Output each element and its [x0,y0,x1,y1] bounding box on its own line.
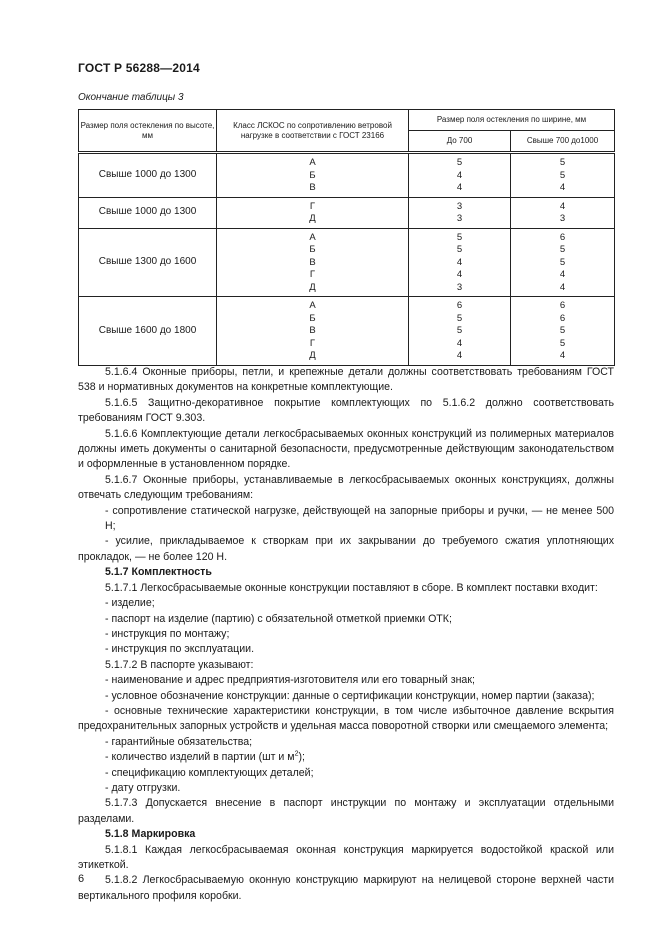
row-classes: А Б В Г Д [217,297,409,366]
paragraph: 5.1.7.1 Легкосбрасываемые оконные конструкции поставляют в сборе. В комплект поставки входит: [105,581,598,594]
header-width-1: До 700 [409,131,511,153]
paragraph: 5.1.7.2 В паспорте указывают: [105,658,254,671]
row-width-1-values: 6 5 5 4 4 [409,297,511,366]
paragraph: 5.1.6.4 Оконные приборы, петли, и крепежные детали должны соответствовать требованиям ГОСТ 538 и нормативных документов на конкретные комплектующие. [78,366,614,394]
row-height-label: Свыше 1600 до 1800 [79,297,217,366]
paragraph: 5.1.6.7 Оконные приборы, устанавливаемые в легкосбрасываемых оконных конструкциях, должны отвечать следующим требованиям: [78,473,614,502]
table-caption: Окончание таблицы 3 [78,92,184,103]
header-class: Класс ЛСКОС по сопротивлению ветровой нагрузке в соответствии с ГОСТ 23166 [217,110,409,153]
paragraph: 5.1.8.1 Каждая легкосбрасываемая оконная конструкция маркируется водостойкой краской или этикеткой. [78,843,614,871]
table-row [79,153,615,198]
section-heading: 5.1.8 Маркировка [105,828,196,841]
table-row [79,197,615,228]
list-item: - паспорт на изделие (партию) с обязательной отметкой приемки ОТК; [105,612,452,625]
row-width-2-values: 6 6 5 5 4 [511,297,615,366]
list-item: - инструкция по монтажу; [105,627,230,640]
list-item: - усилие, прикладываемое к створкам при их закрывании до требуемого сжатия уплотняющих прокладок, — не более 120 Н. [78,535,614,563]
header-height: Размер поля остекления по высоте, мм [79,110,217,153]
row-classes: Г Д [217,197,409,228]
list-item: - изделие; [105,597,155,610]
row-width-1-values: 5 4 4 [409,153,511,198]
list-item: - спецификацию комплектующих деталей; [105,766,314,779]
list-item: - дату отгрузки. [105,781,181,794]
superscript: 2 [294,750,299,758]
page-number: 6 [78,873,85,885]
list-item: - количество изделий в партии (шт и $м^2$); [105,750,305,764]
paragraph: 5.1.7.3 Допускается внесение в паспорт инструкции по монтажу и эксплуатации отдельными разделами. [78,797,614,825]
row-classes: А Б В Г Д [217,228,409,297]
list-item: - инструкция по эксплуатации. [105,643,255,656]
row-width-2-values: 5 5 4 [511,153,615,198]
list-item: - основные технические характеристики конструкции, в том числе избыточное давление вскрытия предохранительных запорных устройств и удельная масса поворотной створки или смещаемого элемента; [78,704,614,733]
paragraph: 5.1.8.2 Легкосбрасываемую оконную конструкцию маркируют на нелицевой стороне верхней части вертикального профиля коробки. [78,874,614,902]
list-item: - гарантийные обязательства; [105,735,253,748]
paragraph: 5.1.6.5 Защитно-декоративное покрытие комплектующих по 5.1.6.2 должно соответствовать требованиям ГОСТ 9.303. [78,396,614,425]
paragraph: 5.1.6.6 Комплектующие детали легкосбрасываемых оконных конструкций из полимерных материалов должны иметь документы о санитарной безопасности, предусмотренные действующим законодательством и оформленные в установленном порядке. [78,427,614,471]
row-height-label: Свыше 1000 до 1300 [79,153,217,198]
list-item: - условное обозначение конструкции: данные о сертификации конструкции, номер партии (заказа); [105,689,595,702]
document-header: ГОСТ Р 56288—2014 [78,61,200,75]
body-text [78,365,614,904]
header-width-group: Размер поля остекления по ширине, мм [409,110,615,131]
list-item: - наименование и адрес предприятия-изготовителя или его товарный знак; [105,674,475,687]
row-width-1-values: 3 3 [409,197,511,228]
table-row [79,297,615,366]
list-item: - сопротивление статической нагрузке, действующей на запорные приборы и ручки, — не менее 500 Н; [105,504,614,533]
row-classes: А Б В [217,153,409,198]
row-height-label: Свыше 1300 до 1600 [79,228,217,297]
row-width-1-values: 5 5 4 4 3 [409,228,511,297]
table-row [79,228,615,297]
header-width-2: Свыше 700 до1000 [511,131,615,153]
glazing-table [78,109,615,366]
section-heading: 5.1.7 Комплектность [105,566,212,579]
row-width-2-values: 6 5 5 4 4 [511,228,615,297]
row-width-2-values: 4 3 [511,197,615,228]
row-height-label: Свыше 1000 до 1300 [79,197,217,228]
